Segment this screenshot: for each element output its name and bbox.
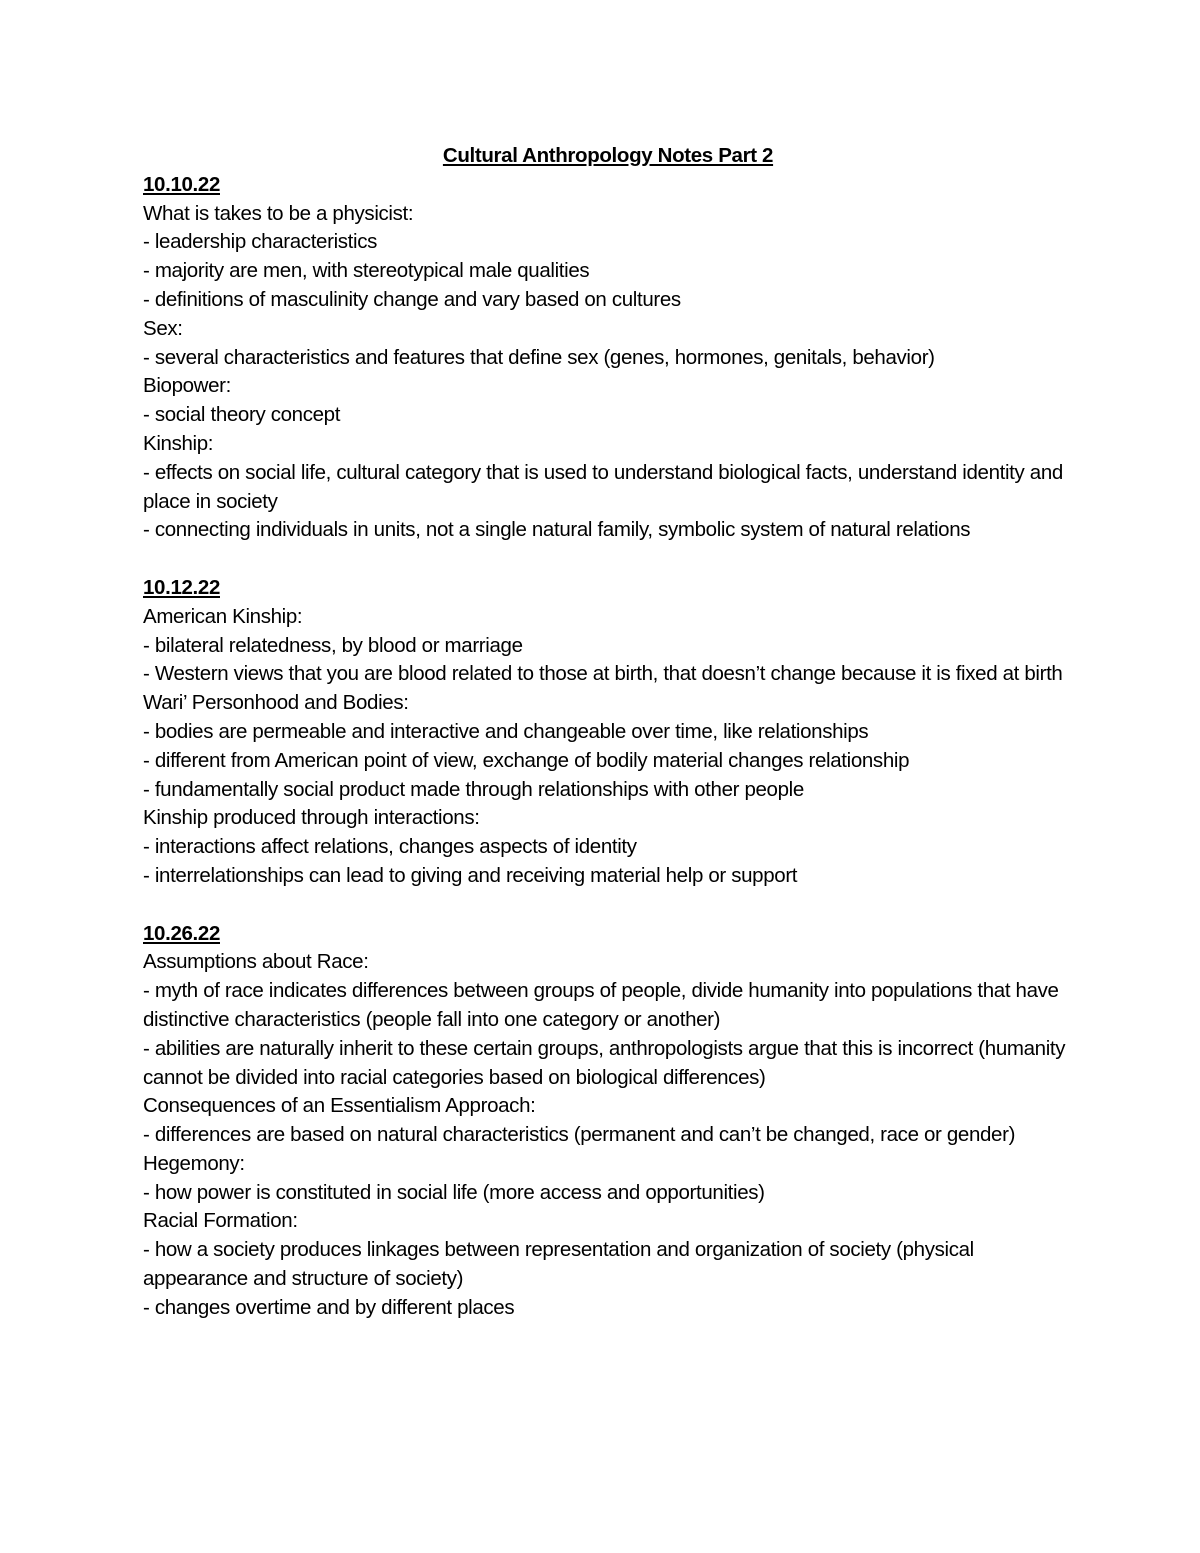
section-heading: Sex: (143, 316, 183, 340)
notes-section-1 (143, 171, 1073, 545)
section-date: 10.26.22 (143, 921, 220, 945)
section-heading: Hegemony: (143, 1151, 245, 1175)
section-heading: Consequences of an Essentialism Approach: (143, 1094, 536, 1118)
note-bullet: - bilateral relatedness, by blood or marriage (143, 633, 523, 657)
note-bullet: - how power is constituted in social life (more access and opportunities) (143, 1180, 765, 1204)
note-bullet: - leadership characteristics (143, 230, 378, 254)
document-page (143, 142, 1073, 1323)
notes-section-3 (143, 920, 1073, 1323)
note-bullet: - effects on social life, cultural category that is used to understand biological facts, understand identity and place in society (143, 460, 1063, 513)
note-bullet: - how a society produces linkages between representation and organization of society (physical appearance and structure of society) (143, 1238, 974, 1291)
note-bullet: - majority are men, with stereotypical male qualities (143, 259, 590, 283)
document-title: Cultural Anthropology Notes Part 2 (442, 144, 774, 167)
note-bullet: - interrelationships can lead to giving and receiving material help or support (143, 863, 798, 887)
note-bullet: - bodies are permeable and interactive and changeable over time, like relationships (143, 719, 869, 743)
section-date: 10.10.22 (143, 172, 220, 196)
note-bullet: - myth of race indicates differences between groups of people, divide humanity into populations that have distinctive characteristics (people fall into one category or another) (143, 979, 1059, 1031)
section-heading: Biopower: (143, 374, 232, 398)
section-heading: Kinship produced through interactions: (143, 806, 480, 830)
section-date: 10.12.22 (143, 575, 220, 599)
note-bullet: - differences are based on natural characteristics (permanent and can’t be changed, race or gender) (143, 1123, 1016, 1147)
section-heading: What is takes to be a physicist: (143, 201, 414, 225)
section-heading: Kinship: (143, 431, 214, 455)
notes-section-2 (143, 574, 1073, 891)
section-heading: American Kinship: (143, 604, 303, 628)
note-bullet: - interactions affect relations, changes aspects of identity (143, 835, 637, 859)
note-bullet: - different from American point of view, exchange of bodily material changes relationship (143, 748, 910, 772)
note-bullet: - changes overtime and by different places (143, 1295, 515, 1319)
section-heading: Racial Formation: (143, 1209, 298, 1233)
note-bullet: - abilities are naturally inherit to these certain groups, anthropologists argue that this is incorrect (humanity cannot be divided into racial categories based on biological differences) (143, 1036, 1066, 1089)
note-bullet: - several characteristics and features that define sex (genes, hormones, genitals, behavior) (143, 345, 935, 369)
note-bullet: - social theory concept (143, 403, 341, 427)
note-bullet: - fundamentally social product made through relationships with other people (143, 777, 804, 801)
note-bullet: - Western views that you are blood related to those at birth, that doesn’t change because it is fixed at birth (143, 662, 1063, 686)
note-bullet: - connecting individuals in units, not a single natural family, symbolic system of natural relations (143, 518, 971, 542)
note-bullet: - definitions of masculinity change and vary based on cultures (143, 287, 681, 311)
section-heading: Wari’ Personhood and Bodies: (143, 691, 409, 715)
section-heading: Assumptions about Race: (143, 950, 369, 974)
